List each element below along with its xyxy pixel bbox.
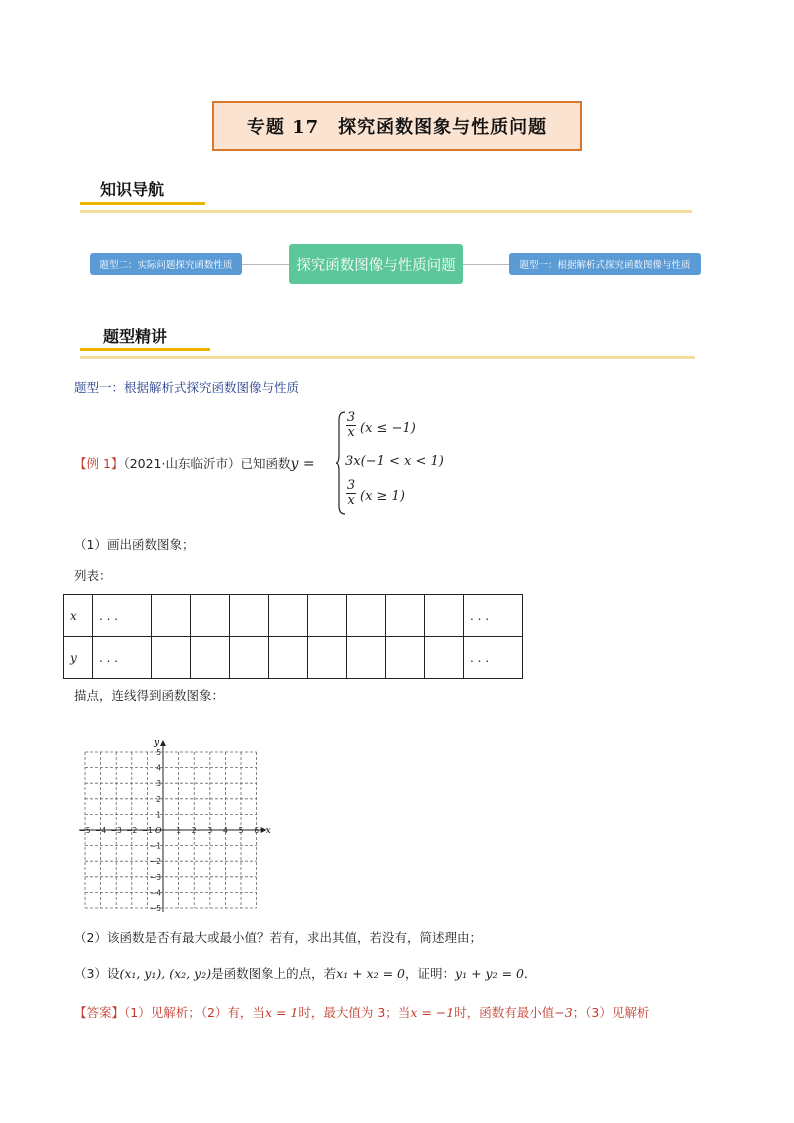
mindmap-connector-left — [242, 264, 290, 265]
x-tick-label: 4 — [223, 826, 228, 835]
table-cell: . . . — [464, 595, 523, 637]
x-axis-label: x — [265, 826, 271, 836]
x-tick-label: 6 — [254, 826, 259, 835]
question-3 — [74, 966, 537, 982]
case2-expression: 3x(−1 < x < 1) — [345, 454, 444, 469]
section-underline — [80, 348, 210, 351]
q3-prefix: （3）设 — [74, 966, 120, 981]
coordinate-grid — [68, 718, 280, 918]
table-cell — [386, 595, 425, 637]
answer-math: x = 1 — [264, 1005, 299, 1020]
x-tick-label: 2 — [191, 826, 197, 835]
x-tick-label: 5 — [238, 826, 244, 835]
plot-instruction: 描点，连线得到函数图象： — [74, 688, 225, 703]
q3-middle: 是函数图象上的点，若 — [211, 966, 337, 981]
table-cell — [230, 595, 269, 637]
mindmap-node-type2: 题型二：实际问题探究函数性质 — [90, 253, 242, 275]
table-row-header: x — [64, 595, 93, 637]
section-divider — [80, 356, 695, 359]
table-cell — [191, 595, 230, 637]
function-name: y = — [290, 456, 315, 472]
table-cell — [191, 637, 230, 679]
table-label: 列表： — [74, 568, 112, 583]
table-cell — [269, 637, 308, 679]
y-tick-label: 2 — [156, 794, 161, 804]
answer-line — [74, 1005, 649, 1021]
mindmap-node-center: 探究函数图像与性质问题 — [289, 244, 463, 284]
case1-fraction — [346, 411, 356, 440]
answer-text: 时，最大值为 3；当 — [298, 1005, 411, 1020]
table-cell — [152, 637, 191, 679]
question-1: （1）画出函数图象； — [74, 537, 195, 552]
case3-condition: (x ≥ 1) — [360, 489, 405, 504]
section-heading-knowledge-nav: 知识导航 — [100, 180, 165, 199]
table-cell — [425, 637, 464, 679]
example-statement — [74, 455, 315, 473]
table-cell: . . . — [464, 637, 523, 679]
x-tick-label: 3 — [207, 826, 213, 835]
x-tick-label: −5 — [79, 826, 91, 835]
answer-text: ；（3）见解析 — [572, 1005, 650, 1020]
table-cell — [269, 595, 308, 637]
section-heading-question-types: 题型精讲 — [103, 327, 168, 346]
answer-math: x = −1 — [410, 1005, 455, 1020]
y-tick-label: −4 — [149, 888, 161, 898]
table-cell — [386, 637, 425, 679]
q3-condition: x₁ + x₂ = 0 — [336, 966, 406, 981]
table-row-header: y — [64, 637, 93, 679]
table-cell: . . . — [93, 637, 152, 679]
table-cell — [308, 637, 347, 679]
section-underline — [80, 202, 205, 205]
question-2: （2）该函数是否有最大或最小值？若有，求出其值，若没有，简述理由； — [74, 930, 482, 945]
table-cell — [347, 595, 386, 637]
x-tick-label: −4 — [95, 826, 107, 835]
section-divider — [80, 210, 692, 213]
page-title: 专题 17 探究函数图象与性质问题 — [212, 101, 582, 151]
y-tick-label: 5 — [156, 748, 161, 757]
y-tick-label: 4 — [156, 763, 161, 773]
answer-math: −3 — [554, 1005, 573, 1020]
table-row — [64, 637, 523, 679]
answer-text: 时，函数有最小值 — [454, 1005, 555, 1020]
table-cell — [230, 637, 269, 679]
x-tick-label: −1 — [141, 826, 153, 835]
y-axis-arrow — [160, 740, 166, 746]
table-cell — [347, 637, 386, 679]
case3-fraction — [346, 479, 356, 508]
table-cell — [308, 595, 347, 637]
y-tick-label: −1 — [149, 841, 161, 851]
table-cell — [425, 595, 464, 637]
x-tick-label: 1 — [176, 826, 181, 835]
answer-text: （1）见解析；（2）有，当 — [124, 1005, 265, 1020]
table-cell — [152, 595, 191, 637]
origin-label: O — [155, 826, 162, 835]
example-source: （2021·山东临沂市）已知函数 — [123, 456, 291, 471]
mindmap-node-type1: 题型一：根据解析式探究函数图像与性质 — [509, 253, 701, 275]
answer-tag: 【答案】 — [74, 1005, 125, 1020]
example-tag: 【例 1】 — [74, 456, 124, 471]
table-cell: . . . — [93, 595, 152, 637]
q3-claim: y₁ + y₂ = 0 — [455, 966, 524, 981]
q3-middle2: ，证明： — [405, 966, 456, 981]
y-tick-label: −3 — [149, 872, 161, 882]
table-row — [64, 595, 523, 637]
mindmap-connector-right — [462, 264, 510, 265]
x-tick-label: −3 — [110, 826, 122, 835]
question-type-label: 题型一：根据解析式探究函数图像与性质 — [74, 380, 300, 395]
q3-end: ． — [523, 966, 537, 981]
x-tick-label: −2 — [126, 826, 138, 835]
case3-numerator: 3 — [346, 478, 356, 493]
case1-condition: (x ≤ −1) — [360, 421, 416, 436]
q3-points: (x₁, y₁), (x₂, y₂) — [119, 966, 212, 981]
case1-numerator: 3 — [346, 410, 356, 425]
y-tick-label: 1 — [156, 810, 161, 820]
y-tick-label: −2 — [149, 857, 161, 867]
case1-denominator: x — [347, 425, 355, 440]
y-tick-label: 3 — [156, 779, 161, 789]
case3-denominator: x — [347, 493, 355, 508]
axes — [79, 738, 271, 912]
y-axis-label: y — [154, 738, 160, 748]
value-table — [63, 594, 523, 679]
y-tick-label: −5 — [149, 904, 161, 913]
